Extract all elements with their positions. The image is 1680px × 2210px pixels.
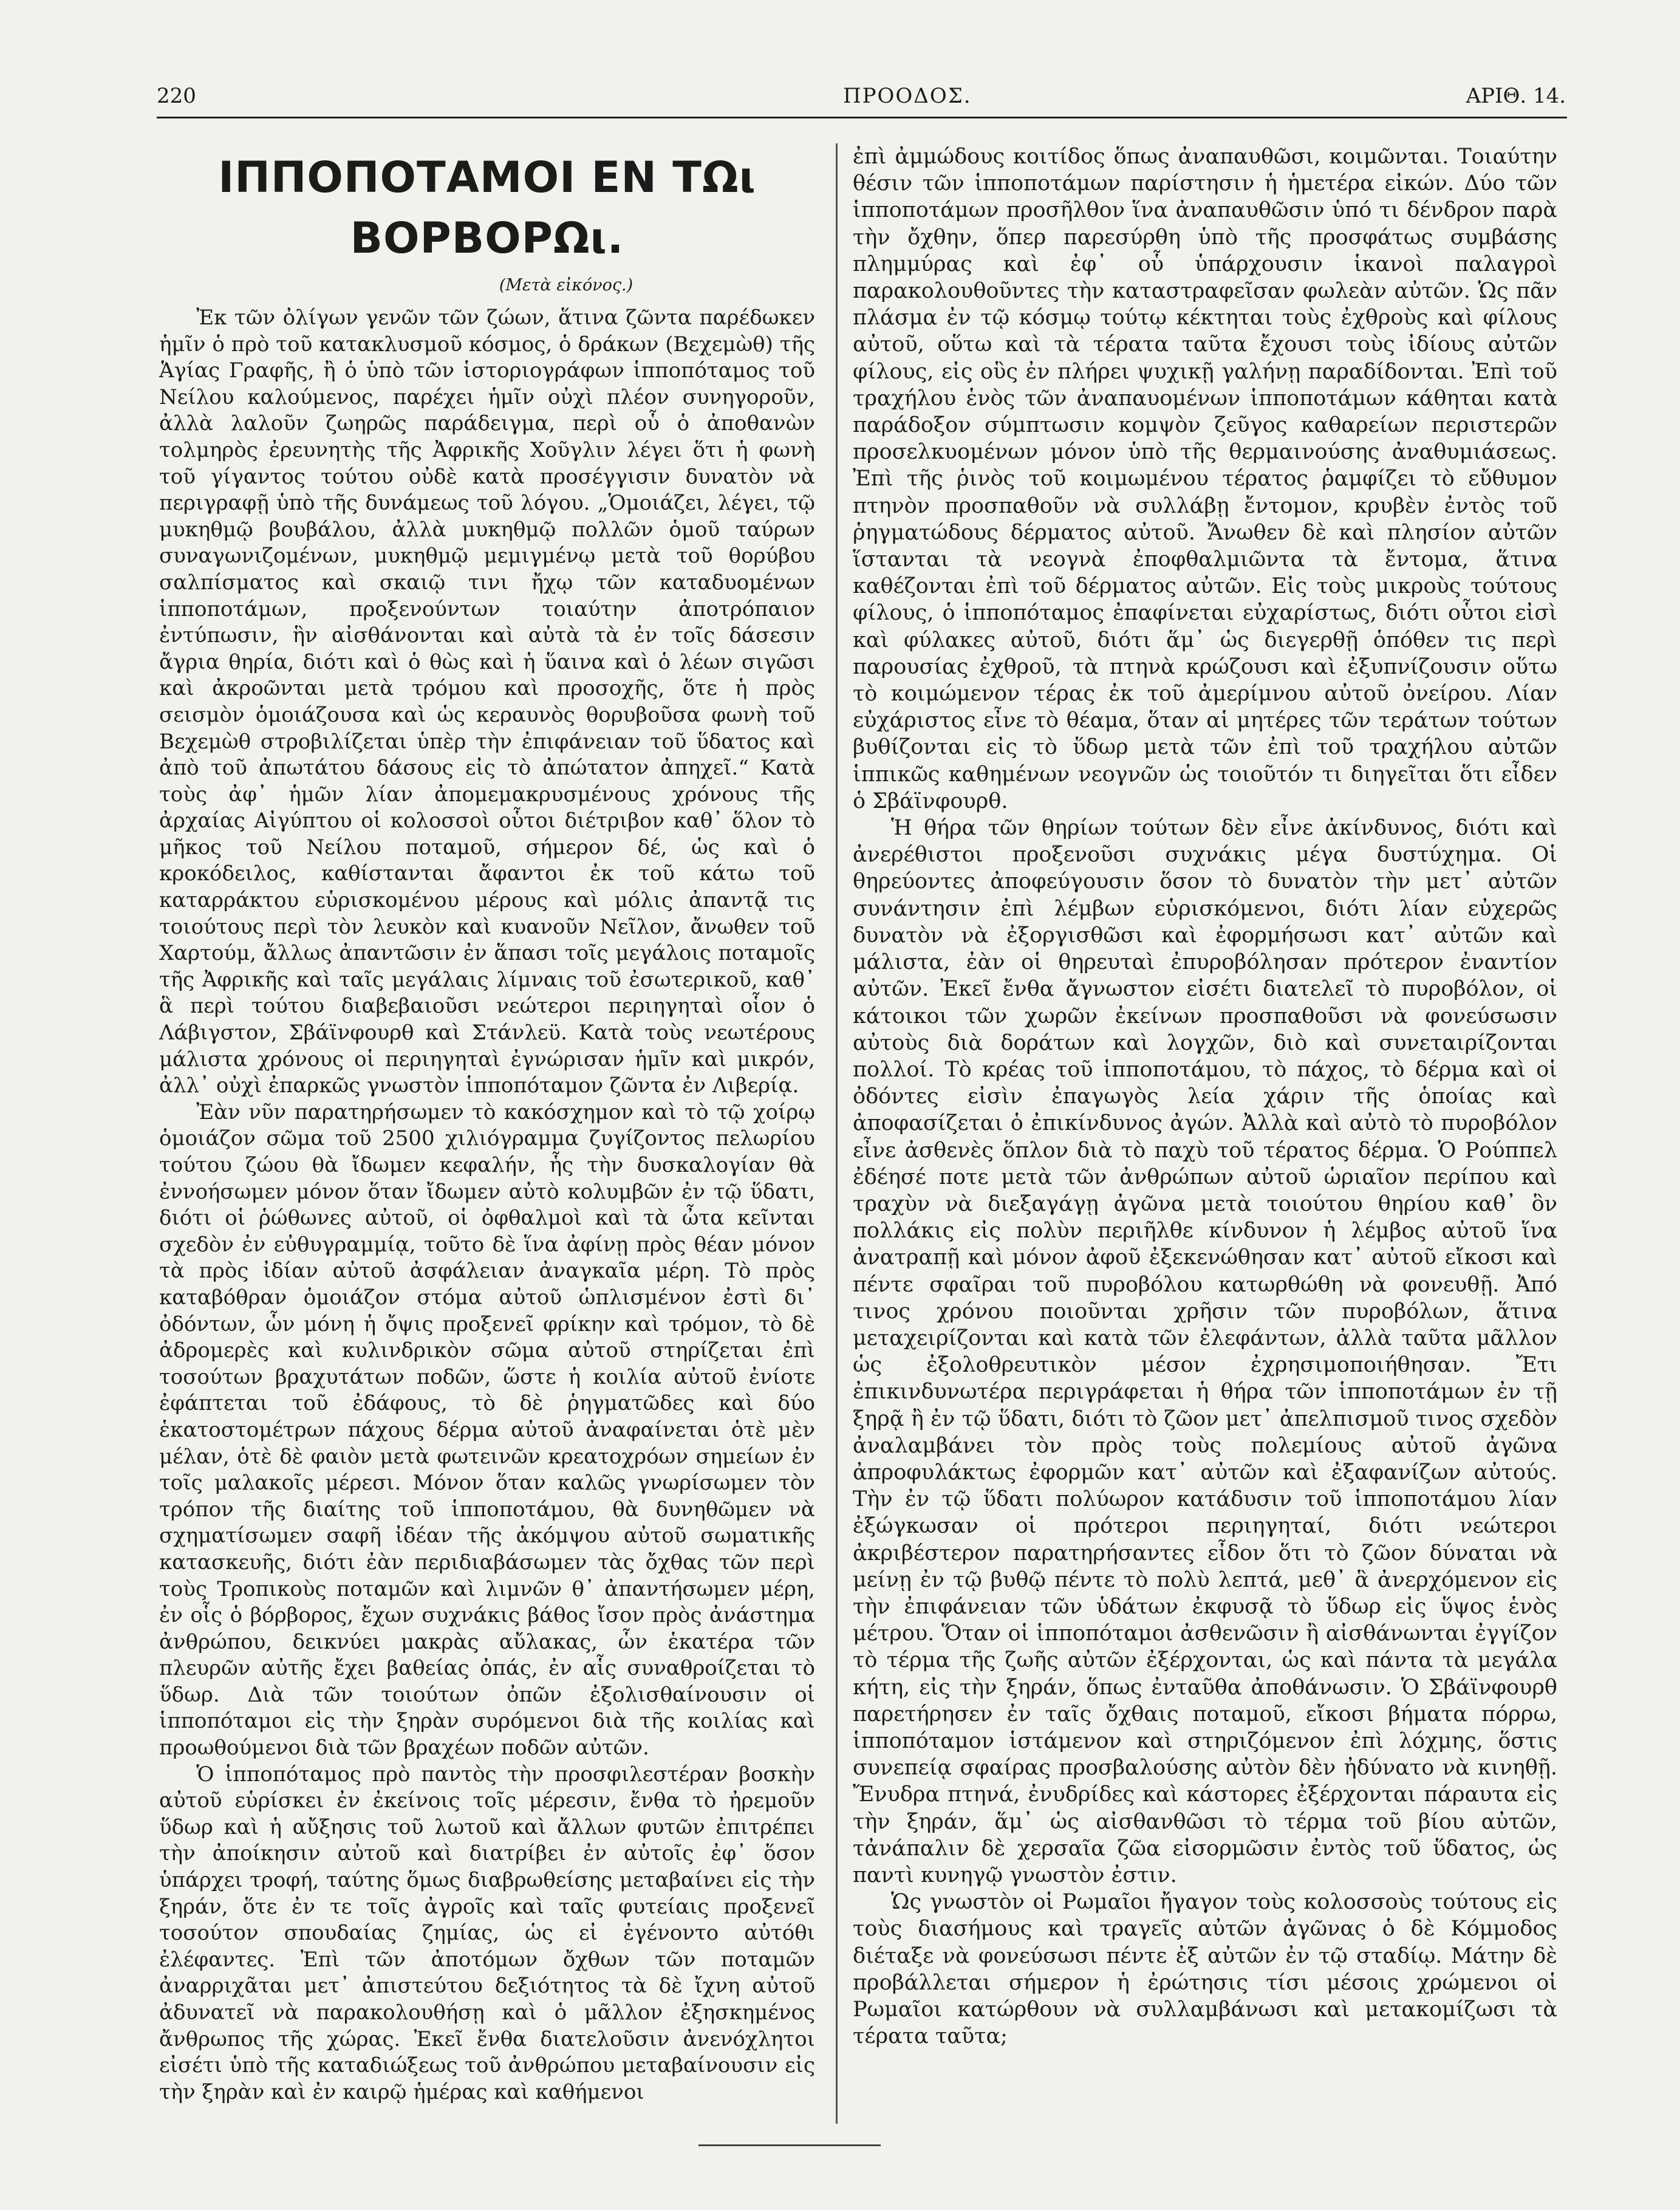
page-header [157, 78, 1566, 120]
article-subtitle: (Μετὰ εἰκόνος.) [499, 276, 633, 295]
paragraph: Ἡ θήρα τῶν θηρίων τούτων δὲν εἶνε ἀκίνδυνος, διότι καὶ ἀνερέθιστοι προξενοῦσι συχνάκις μέγα δυστύχημα. Οἱ θηρεύοντες ἀποφεύγουσιν ὅσον τὸ δυνατὸν τὴν μετ᾽ αὐτῶν συνάντησιν ἐπὶ λέμβων εὑρισκόμενοι, διότι λίαν εὐχερῶς δυνατὸν νὰ ἐξοργισθῶσι καὶ ἐφορμήσωσι κατ᾽ αὐτῶν καὶ μάλιστα, ἐὰν οἱ θηρευταὶ ἐπυροβόλησαν πρότερον ἐναντίον αὐτῶν. Ἐκεῖ ἔνθα ἄγνωστον εἰσέτι διατελεῖ τὸ πυροβόλον, οἱ κάτοικοι τῶν χωρῶν ἐκείνων προσπαθοῦσι νὰ φονεύσωσιν αὐτοὺς διὰ δοράτων καὶ λογχῶν, διὸ καὶ συνεταιρίζονται πολλοί. Τὸ κρέας τοῦ ἱπποποτάμου, τὸ πάχος, τὸ δέρμα καὶ οἱ ὀδόντες εἰσὶν ἐπαγωγὸς λεία χάριν τῆς ὁποίας καὶ ἀποφασίζεται ὁ ἐπικίνδυνος ἀγών. Ἀλλὰ καὶ αὐτὸ τὸ πυροβόλον εἶνε ἀσθενὲς ὅπλον διὰ τὸ παχὺ τοῦ τέρατος δέρμα. Ὁ Ρούππελ ἐδέησέ ποτε μετὰ τῶν ἀνθρώπων αὐτοῦ ὡριαῖον περίπου καὶ τραχὺν νὰ διεξαγάγῃ ἀγῶνα μετὰ τοιούτου θηρίου καθ᾽ ὃν πολλάκις εἰς πολὺν περιῆλθε κίνδυνον ἡ λέμβος αὐτοῦ ἵνα ἀνατραπῇ καὶ μόνον ἀφοῦ ἐξεκενώθησαν κατ᾽ αὐτοῦ εἴκοσι καὶ πέντε σφαῖραι τοῦ πυροβόλου κατωρθώθη νὰ φονευθῇ. Ἀπό τινος χρόνου ποιοῦνται χρῆσιν τῶν πυροβόλων, ἅτινα μεταχειρίζονται καὶ κατὰ τῶν ἐλεφάντων, ἀλλὰ ταῦτα μᾶλλον ὡς ἐξολοθρευτικὸν μέσον ἐχρησιμοποιήθησαν. Ἔτι ἐπικινδυνωτέρα περιγράφεται ἡ θήρα τῶν ἱπποποτάμων ἐν τῇ ξηρᾷ ἢ ἐν τῷ ὕδατι, διότι τὸ ζῶον μετ᾽ ἀπελπισμοῦ τινος σχεδὸν ἀναλαμβάνει τὸν πρὸς τοὺς πολεμίους αὐτοῦ ἀγῶνα ἀπροφυλάκτως ἐφορμῶν κατ᾽ αὐτῶν καὶ ἐξαφανίζων αὐτούς. Τὴν ἐν τῷ ὕδατι πολύωρον κατάδυσιν τοῦ ἱπποποτάμου λίαν ἐξώγκωσαν οἱ πρότεροι περιηγηταί, διότι νεώτεροι ἀκριβέστερον παρατηρήσαντες εἶδον ὅτι τὸ ζῶον δύναται νὰ μείνῃ ἐν τῷ βυθῷ πέντε τὸ πολὺ λεπτά, μεθ᾽ ἃ ἀνερχόμενον εἰς τὴν ἐπιφάνειαν τῶν ὑδάτων ἐκφυσᾷ τὸ ὕδωρ εἰς ὕψος ἑνὸς μέτρου. Ὅταν οἱ ἱπποπόταμοι ἀσθενῶσιν ἢ αἰσθάνωνται ἐγγίζον τὸ τέρμα τῆς ζωῆς αὐτῶν ἐξέρχονται, ὡς καὶ πάντα τὰ μεγάλα κήτη, εἰς τὴν ξηράν, ὅπως ἐνταῦθα ἀποθάνωσιν. Ὁ Σβάϊνφουρθ παρετήρησεν ἐν ταῖς ὄχθαις ποταμοῦ, εἴκοσι βήματα πόρρω, ἱπποπόταμον ἱστάμενον καὶ στηριζόμενον ἐπὶ λόχμης, ὅστις συνεπείᾳ σφαίρας προσβαλούσης αὐτὸν δὲν ἠδύνατο νὰ κινηθῇ. Ἔνυδρα πτηνά, ἐνυδρίδες καὶ κάστορες ἐξέρχονται πάραυτα εἰς τὴν ξηράν, ἅμ᾽ ὡς αἰσθανθῶσι τὸ τέρμα τοῦ βίου αὐτῶν, τἀνάπαλιν δὲ χερσαῖα ζῶα εἰσορμῶσιν ἐντὸς τοῦ ὕδατος, ὡς παντὶ κυνηγῷ γνωστὸν ἐστιν. [853, 816, 1557, 1887]
column-divider [836, 143, 838, 2124]
page-number: 220 [157, 84, 196, 108]
issue-number: ΑΡΙΘ. 14. [1466, 84, 1566, 108]
paragraph: Ὡς γνωστὸν οἱ Ρωμαῖοι ἤγαγον τοὺς κολοσσοὺς τούτους εἰς τοὺς διασήμους καὶ τραγεῖς αὐτῶν ἀγῶνας ὁ δὲ Κόμμοδος διέταξε νὰ φονεύσωσι πέντε ἐξ αὐτῶν ἐν τῷ σταδίῳ. Μάτην δὲ προβάλλεται σήμερον ἡ ἐρώτησις τίσι μέσοις χρώμενοι οἱ Ρωμαῖοι κατώρθουν νὰ συλλαμβάνωσι καὶ μετακομίζωσι τὰ τέρατα ταῦτα; [853, 1890, 1557, 2049]
header-rule [157, 117, 1567, 118]
paragraph: ἐπὶ ἀμμώδους κοιτίδος ὅπως ἀναπαυθῶσι, κοιμῶνται. Τοιαύτην θέσιν τῶν ἱπποποτάμων παρίστησιν ἡ ἡμετέρα εἰκών. Δύο τῶν ἱπποποτάμων προσῆλθον ἵνα ἀναπαυθῶσιν ὑπό τι δένδρον παρὰ τὴν ὄχθην, ὅπερ παρεσύρθη ὑπὸ τῆς προσφάτως συμβάσης πλημμύρας καὶ ἐφ᾽ οὗ ὑπάρχουσιν ἱκανοὶ παλαγροὶ παρακολουθοῦντες τὴν καταστραφεῖσαν φωλεὰν αὐτῶν. Ὡς πᾶν πλάσμα ἐν τῷ κόσμῳ τούτῳ κέκτηται τοὺς ἐχθροὺς καὶ φίλους αὐτοῦ, οὕτω καὶ τὰ τέρατα ταῦτα ἔχουσι τοὺς ἰδίους αὐτῶν φίλους, εἰς οὓς ἐν πλήρει ψυχικῇ γαλήνῃ παραδίδονται. Ἐπὶ τοῦ τραχήλου ἑνὸς τῶν ἀναπαυομένων ἱπποποτάμων κάθηται κατὰ παράδοξον σύμπτωσιν κομψὸν ζεῦγος καθαρείων περιστερῶν προσελκυομένων μόνον ὑπὸ τῆς θερμαινούσης ἀναθυμιάσεως. Ἐπὶ τῆς ῥινὸς τοῦ κοιμωμένου τέρατος ῥαμφίζει τὸ εὔθυμον πτηνὸν προσπαθοῦν νὰ συλλάβῃ ἔντομον, κρυβὲν ἐντὸς τοῦ ῥηγματώδους δέρματος αὐτοῦ. Ἄνωθεν δὲ καὶ πλησίον αὐτῶν ἵστανται τὰ νεογνὰ ἐποφθαλμιῶντα τὰ ἔντομα, ἅτινα καθέζονται ἐπὶ τοῦ δέρματος αὐτῶν. Εἰς τοὺς μικροὺς τούτους φίλους, ὁ ἱπποπόταμος ἐπαφίνεται εὐχαρίστως, διότι οὗτοι εἰσὶ καὶ φύλακες αὐτοῦ, διότι ἅμ᾽ ὡς διεγερθῇ ὁπόθεν τις περὶ παρουσίας ἐχθροῦ, τὰ πτηνὰ κρώζουσι καὶ ἐξυπνίζουσιν οὕτω τὸ κοιμώμενον τέρας ἐκ τοῦ ἀμερίμνου αὐτοῦ ὀνείρου. Λίαν εὐχάριστος εἶνε τὸ θέαμα, ὅταν αἱ μητέρες τῶν τεράτων τούτων βυθίζονται εἰς τὸ ὕδωρ μετὰ τῶν ἐπὶ τοῦ τραχήλου αὐτῶν ἱππικῶς καθημένων νεογνῶν ὡς τοιοῦτόν τι διηγεῖται ὅτι εἶδεν ὁ Σβάϊνφουρθ. [853, 145, 1557, 813]
article-title: ΙΠΠΟΠΟΤΑΜΟΙ ΕΝ ΤΩι ΒΟΡΒΟΡΩι. [218, 152, 756, 263]
right-column [853, 143, 1557, 2050]
running-title: ΠΡΟΟΔΟΣ. [843, 84, 972, 108]
paragraph: Ὁ ἱπποπόταμος πρὸ παντὸς τὴν προσφιλεστέραν βοσκὴν αὐτοῦ εὑρίσκει ἐν ἐκείνοις τοῖς μέρεσιν, ἔνθα τὸ ἠρεμοῦν ὕδωρ καὶ ἡ αὔξησις τοῦ λωτοῦ καὶ ἄλλων φυτῶν ἐπιτρέπει τὴν ἀποίκησιν αὐτοῦ καὶ διατρίβει ἐν αὐτοῖς ἐφ᾽ ὅσον ὑπάρχει τροφή, ταύτης ὅμως διαβρωθείσης μεταβαίνει εἰς τὴν ξηράν, ὅτε ἐν τε τοῖς ἀγροῖς καὶ ταῖς φυτείαις προξενεῖ τοσούτον σπουδαίας ζημίας, ὡς εἰ ἐγένοντο αὐτόθι ἐλέφαντες. Ἐπὶ τῶν ἀποτόμων ὄχθων τῶν ποταμῶν ἀναρριχᾶται μετ᾽ ἀπιστεύτου δεξιότητος τὰ δὲ ἴχνη αὐτοῦ ἀδυνατεῖ νὰ παρακολουθήσῃ καὶ ὁ μᾶλλον ἐξησκημένος ἄνθρωπος τῆς χώρας. Ἐκεῖ ἔνθα διατελοῦσιν ἀνενόχλητοι εἰσέτι ὑπὸ τῆς καταδιώξεως τοῦ ἀνθρώπου μεταβαίνουσιν εἰς τὴν ξηρὰν καὶ ἐν καιρῷ ἡμέρας καὶ καθήμενοι [159, 1762, 815, 2104]
footer-rule [698, 2144, 881, 2146]
paragraph: Ἐὰν νῦν παρατηρήσωμεν τὸ κακόσχημον καὶ τὸ τῷ χοίρῳ ὁμοιάζον σῶμα τοῦ 2500 χιλιόγραμμα ζυγίζοντος πελωρίου τούτου ζώου θὰ ἴδωμεν κεφαλήν, ἧς τὴν δυσκαλογίαν θὰ ἐννοήσωμεν μόνον ὅταν ἴδωμεν αὐτὸ κολυμβῶν ἐν τῷ ὕδατι, διότι οἱ ῥώθωνες αὐτοῦ, οἱ ὀφθαλμοὶ καὶ τὰ ὦτα κεῖνται σχεδὸν ἐν εὐθυγραμμίᾳ, τοῦτο δὲ ἵνα ἀφίνῃ πρὸς θέαν μόνον τὰ πρὸς ἰδίαν αὐτοῦ ἀσφάλειαν ἀναγκαῖα μέρη. Τὸ πρὸς καταβόθραν ὁμοιάζον στόμα αὐτοῦ ὡπλισμένον ἐστὶ δι᾽ ὀδόντων, ὧν μόνη ἡ ὄψις προξενεῖ φρίκην καὶ τρόμον, τὸ δὲ ἀδρομερὲς καὶ κυλινδρικὸν σῶμα αὐτοῦ στηρίζεται ἐπὶ τοσούτων βραχυτάτων ποδῶν, ὥστε ἡ κοιλία αὐτοῦ ἐνίοτε ἐφάπτεται τοῦ ἐδάφους, τὸ δὲ ῥηγματῶδες καὶ δύο ἑκατοστομέτρων πάχους δέρμα αὐτοῦ ἀναφαίνεται ὁτὲ μὲν μέλαν, ὁτὲ δὲ φαιὸν μετὰ φωτεινῶν κρεατοχρόων σημείων ἐν τοῖς μαλακοῖς μέρεσι. Μόνον ὅταν καλῶς γνωρίσωμεν τὸν τρόπον τῆς διαίτης τοῦ ἱπποποτάμου, θὰ δυνηθῶμεν νὰ σχηματίσωμεν σαφῆ ἰδέαν τῆς ἀκόμψου αὐτοῦ σωματικῆς κατασκευῆς, διότι ἐὰν περιδιαβάσωμεν τὰς ὄχθας τῶν περὶ τοὺς Τροπικοὺς ποταμῶν καὶ λιμνῶν θ᾽ ἀπαντήσωμεν μέρη, ἐν οἷς ὁ βόρβορος, ἔχων συχνάκις βάθος ἴσον πρὸς ἀνάστημα ἀνθρώπου, δεικνύει μακρὰς αὔλακας, ὧν ἑκατέρα τῶν πλευρῶν αὐτῆς ἔχει βαθείας ὀπάς, ἐν αἷς συναθροίζεται τὸ ὕδωρ. Διὰ τῶν τοιούτων ὀπῶν ἐξολισθαίνουσιν οἱ ἱπποπόταμοι εἰς τὴν ξηρὰν συρόμενοι διὰ τῆς κοιλίας καὶ προωθούμενοι διὰ τῶν βραχέων ποδῶν αὐτῶν. [159, 1100, 815, 1760]
left-column [159, 143, 815, 2106]
paragraph: Ἐκ τῶν ὀλίγων γενῶν τῶν ζώων, ἅτινα ζῶντα παρέδωκεν ἡμῖν ὁ πρὸ τοῦ κατακλυσμοῦ κόσμος, ὁ δράκων (Βεχεμὼθ) τῆς Ἁγίας Γραφῆς, ἢ ὁ ὑπὸ τῶν ἱστοριογράφων ἱπποπόταμος τοῦ Νείλου καλούμενος, παρέχει ἡμῖν οὐχὶ πλέον συνηγοροῦν, ἀλλὰ λαλοῦν ζωηρῶς παράδειγμα, περὶ οὗ ὁ ἀποθανὼν τολμηρὸς ἐρευνητὴς τῆς Ἀφρικῆς Χοῦγλιν λέγει ὅτι ἡ φωνὴ τοῦ γίγαντος τούτου οὐδὲ κατὰ προσέγγισιν δυνατὸν νὰ περιγραφῇ ὑπὸ τῆς δυνάμεως τοῦ λόγου. „Ὁμοιάζει, λέγει, τῷ μυκηθμῷ βουβάλου, ἀλλὰ μυκηθμῷ πολλῶν ὁμοῦ ταύρων συναγωνιζομένων, μυκηθμῷ μεμιγμένῳ μετὰ τοῦ θορύβου σαλπίσματος καὶ σκαιῷ τινι ἤχῳ τῶν καταδυομένων ἱπποποτάμων, προξενούντων τοιαύτην ἀποτρόπαιον ἐντύπωσιν, ἣν αἰσθάνονται καὶ αὐτὰ τὰ ἐν τοῖς δάσεσιν ἄγρια θηρία, διότι καὶ ὁ θὼς καὶ ἡ ὕαινα καὶ ὁ λέων σιγῶσι καὶ ἀκροῶνται μετὰ τρόμου καὶ προσοχῆς, ὅτε ἡ πρὸς σεισμὸν ὁμοιάζουσα καὶ ὡς κεραυνὸς θορυβοῦσα φωνὴ τοῦ Βεχεμὼθ στροβιλίζεται ὑπὲρ τὴν ἐπιφάνειαν τοῦ ὕδατος καὶ ἀπὸ τοῦ ἀπωτάτου δάσους εἰς τὸ ἀπώτατον ἀπηχεῖ.“ Κατὰ τοὺς ἀφ᾽ ἡμῶν λίαν ἀπομεμακρυσμένους χρόνους τῆς ἀρχαίας Αἰγύπτου οἱ κολοσσοὶ οὗτοι διέτριβον καθ᾽ ὅλον τὸ μῆκος τοῦ Νείλου ποταμοῦ, σήμερον δέ, ὡς καὶ ὁ κροκόδειλος, καθίστανται ἄφαντοι ἐκ τοῦ κάτω τοῦ καταρράκτου εὑρισκομένου μέρους καὶ μόλις ἀπαντᾷ τις τοιούτους περὶ τὸν λευκὸν καὶ κυανοῦν Νεῖλον, ἄνωθεν τοῦ Χαρτούμ, ἄλλως ἀπαντῶσιν ἐν ἅπασι τοῖς μεγάλοις ποταμοῖς τῆς Ἀφρικῆς καὶ ταῖς μεγάλαις λίμναις τοῦ ἐσωτερικοῦ, καθ᾽ ἃ περὶ τούτου διαβεβαιοῦσι νεώτεροι περιηγηταὶ οἷον ὁ Λάβιγστον, Σβάϊνφουρθ καὶ Στάνλεϋ. Κατὰ τοὺς νεωτέρους μάλιστα χρόνους οἱ περιηγηταὶ ἐγνώρισαν ἡμῖν καὶ μικρόν, ἀλλ᾽ οὐχὶ ἐπαρκῶς γνωστὸν ἱπποπόταμον ζῶντα ἐν Λιβερίᾳ. [159, 306, 815, 1098]
